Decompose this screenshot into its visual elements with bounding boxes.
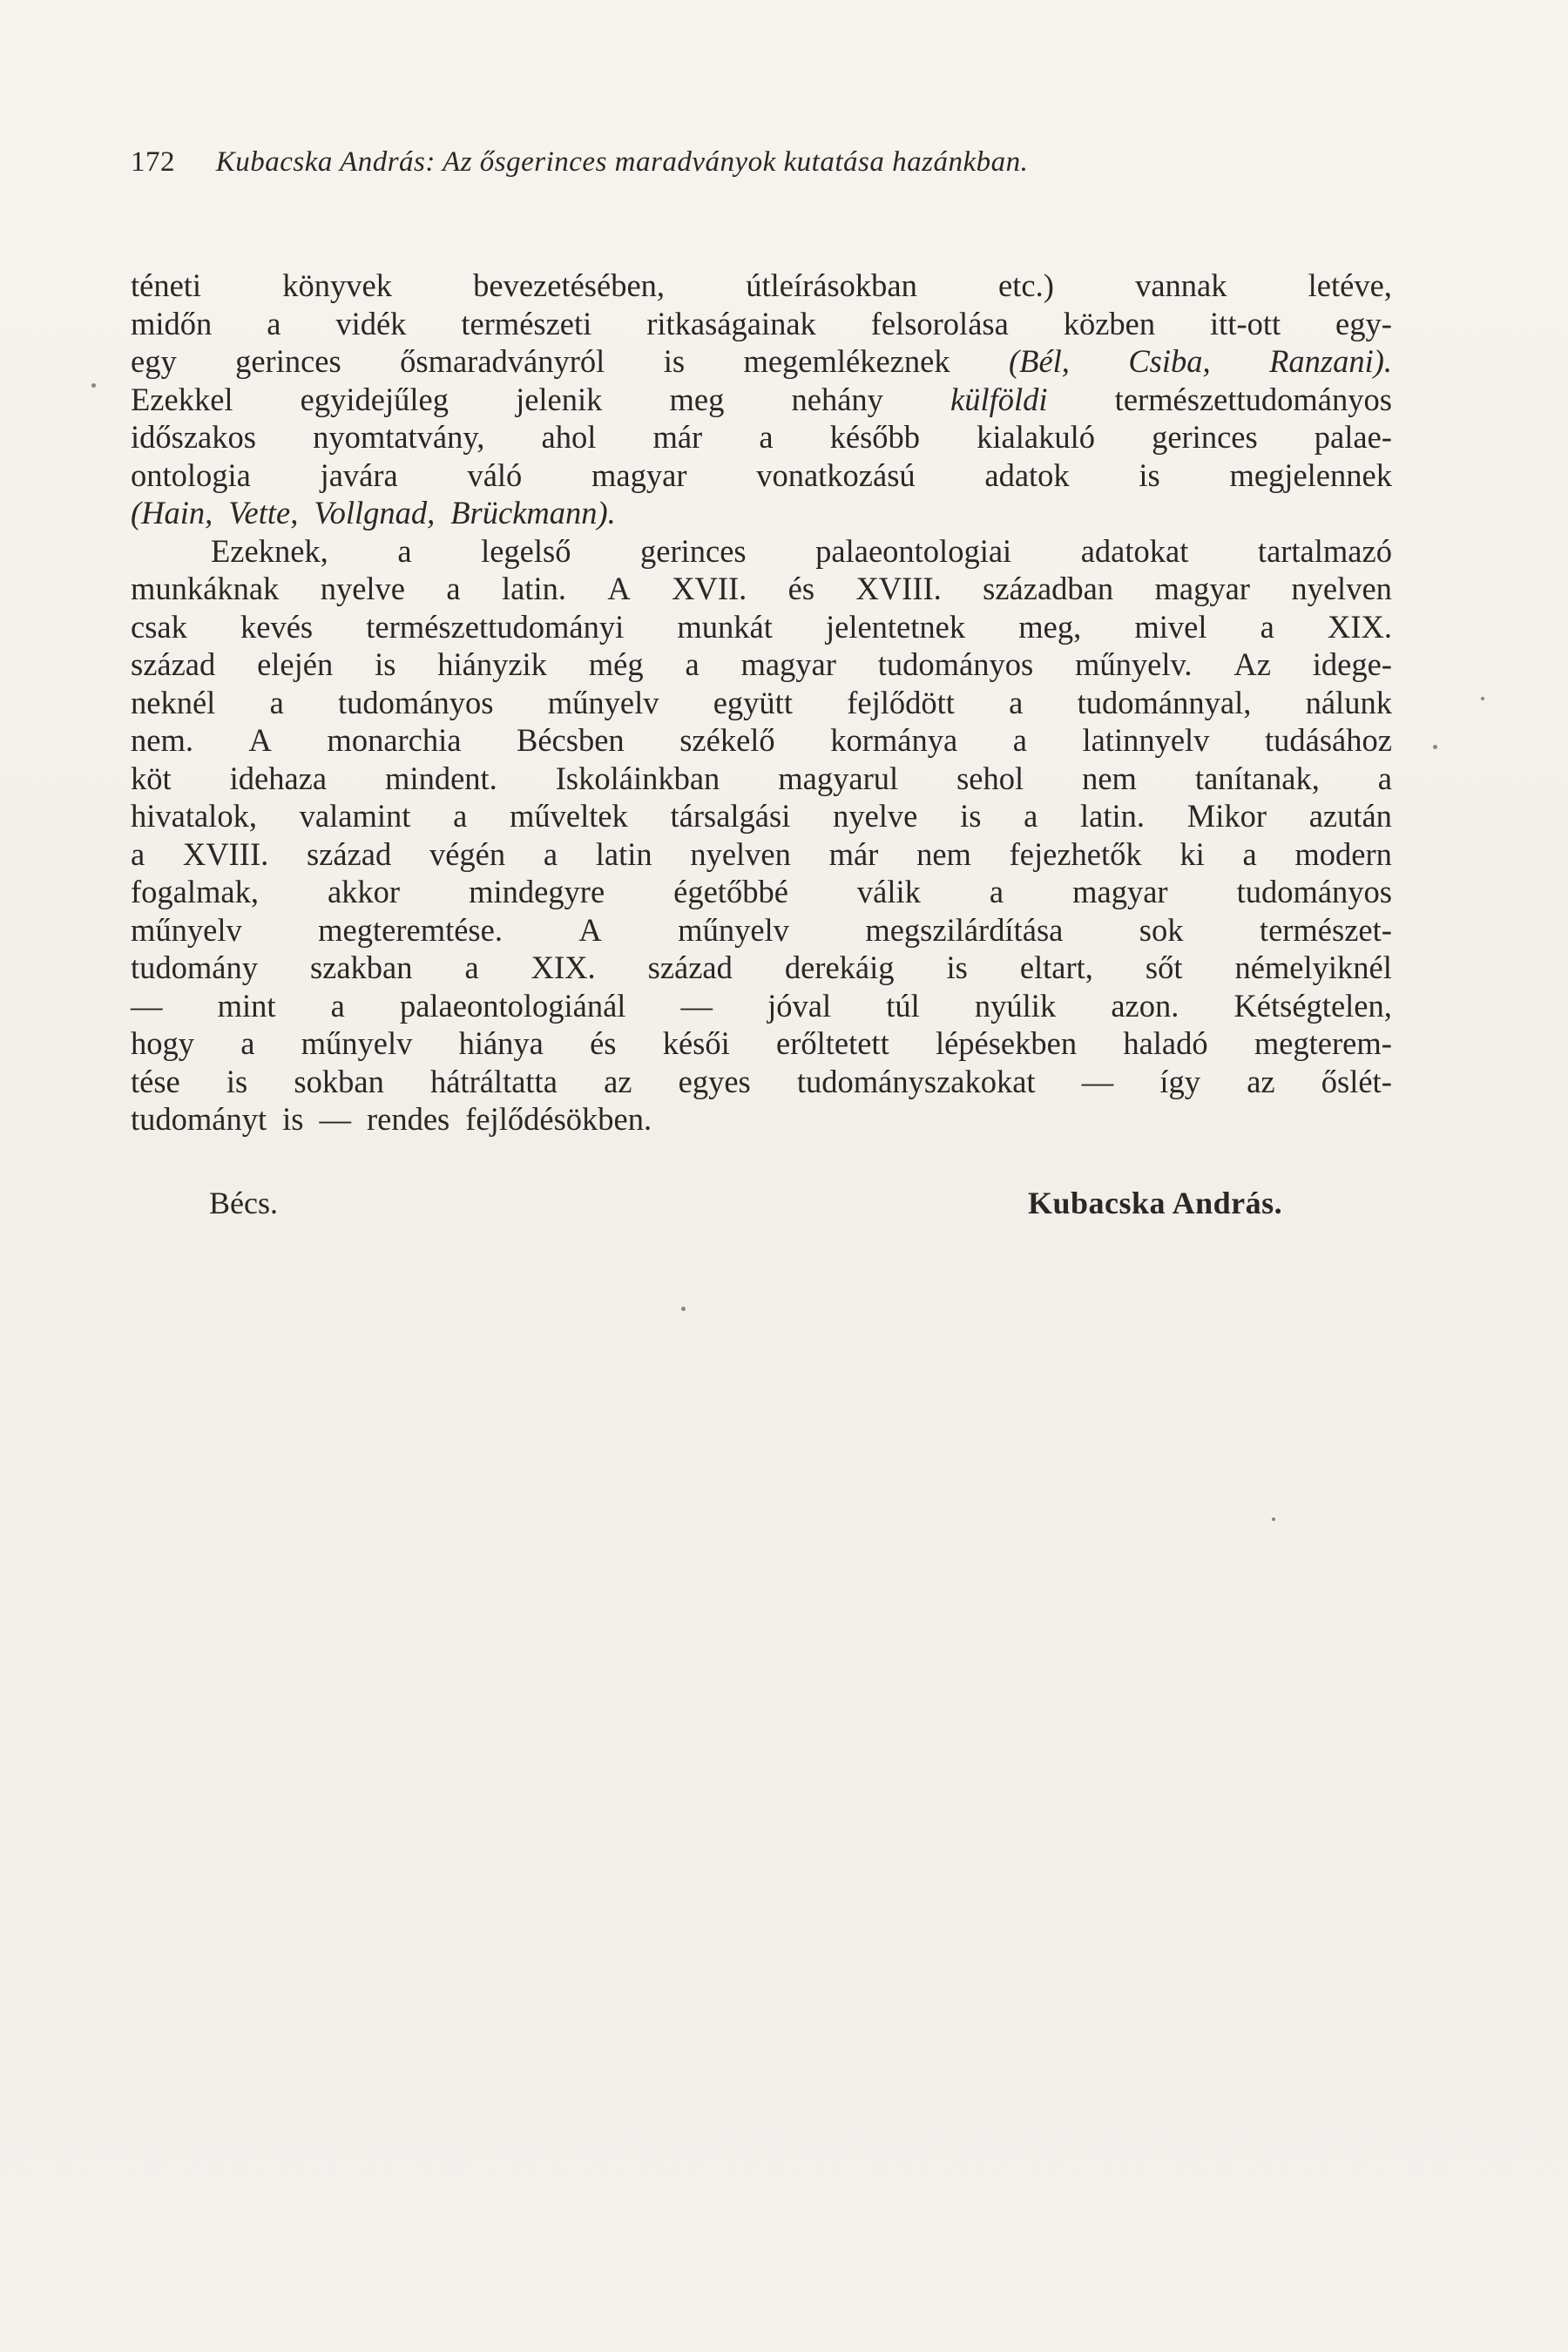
word: természeti <box>461 305 592 341</box>
word: természet- <box>1259 911 1392 948</box>
word: tudományos <box>1236 874 1392 909</box>
word: tudományszakokat <box>796 1063 1036 1099</box>
text-line <box>131 418 1392 456</box>
word: legelső <box>481 532 571 569</box>
print-speck <box>681 1307 686 1311</box>
word: elején <box>257 646 334 682</box>
word: palaeontologiai <box>815 532 1012 569</box>
word: a <box>397 532 412 569</box>
word: a <box>453 798 468 834</box>
word: is <box>960 798 982 834</box>
word: palaeontologiánál <box>399 987 626 1024</box>
word: A <box>578 911 602 948</box>
word: a <box>464 950 479 985</box>
word: jelenik <box>516 381 603 417</box>
word: meg <box>669 381 725 417</box>
text-line <box>131 608 1392 646</box>
word: modern <box>1294 835 1392 872</box>
text-line <box>131 267 1392 305</box>
word: lépésekben <box>935 1025 1078 1061</box>
text-line <box>131 911 1392 950</box>
word: letéve, <box>1308 267 1392 303</box>
word: rendes <box>366 1101 450 1137</box>
word: Ranzani). <box>1269 343 1392 379</box>
word: nyelven <box>1291 571 1392 606</box>
word: könyvek <box>282 267 392 303</box>
word: szakban <box>309 950 413 985</box>
word: tudomány <box>131 950 258 985</box>
body-text <box>131 267 1392 1139</box>
word: Az <box>1233 646 1271 682</box>
word: tanítanak, <box>1194 760 1320 796</box>
word: vidék <box>335 305 407 341</box>
word: köt <box>131 760 172 796</box>
word: egyes <box>678 1063 751 1099</box>
word: a <box>1260 608 1274 645</box>
word: útleírásokban <box>746 267 917 303</box>
word: és <box>590 1025 617 1061</box>
word: palae- <box>1314 419 1392 455</box>
text-line <box>131 645 1392 684</box>
word: Ezekkel <box>131 381 233 417</box>
word: Bécsben <box>517 722 625 758</box>
word: mivel <box>1134 608 1207 645</box>
word: a <box>131 835 145 872</box>
text-line <box>131 1100 1392 1139</box>
word: magyar <box>591 456 687 493</box>
word: eltart, <box>1019 950 1093 985</box>
word: nyomtatvány, <box>313 419 485 455</box>
word: a <box>1012 722 1027 758</box>
word: Vollgnad, <box>314 495 436 531</box>
word: kevés <box>240 608 314 645</box>
word: hogy <box>131 1025 194 1061</box>
word: A <box>248 722 272 758</box>
word: mint <box>217 987 276 1024</box>
word: a <box>330 987 345 1024</box>
text-line <box>131 570 1392 608</box>
word: fejezhetők <box>1009 835 1142 872</box>
word: így <box>1159 1063 1201 1099</box>
word: is <box>946 950 968 985</box>
word: tudásához <box>1264 722 1392 758</box>
text-line <box>131 1024 1392 1063</box>
word: már <box>828 835 879 872</box>
text-line <box>131 532 1392 571</box>
word: műnyelv <box>547 684 659 720</box>
signature-block <box>0 1185 1568 1237</box>
word: század <box>647 950 733 985</box>
word: század <box>306 835 392 872</box>
word: gerinces <box>640 532 747 569</box>
word: egy <box>131 343 177 379</box>
word: túl <box>886 987 920 1024</box>
word: adatokat <box>1080 532 1189 569</box>
word: égetőbbé <box>673 874 788 909</box>
word: idege- <box>1312 646 1392 682</box>
word: fejlődésökben. <box>465 1101 652 1137</box>
word: társalgási <box>670 798 791 834</box>
word: — <box>131 987 163 1024</box>
word: végén <box>429 835 506 872</box>
word: XVII. <box>672 571 747 606</box>
word: haladó <box>1123 1025 1208 1061</box>
word: derekáig <box>784 950 895 985</box>
word: XVIII. <box>182 835 269 872</box>
word: fogalmak, <box>131 874 259 909</box>
word: kialakuló <box>977 419 1095 455</box>
word: ki <box>1179 835 1205 872</box>
signature-author: Kubacska András. <box>1028 1186 1283 1220</box>
text-line <box>131 760 1392 798</box>
word: magyar <box>740 646 836 682</box>
word: megszilárdítása <box>865 911 1064 948</box>
word: erőltetett <box>776 1025 889 1061</box>
text-line <box>131 721 1392 760</box>
word: téneti <box>131 267 202 303</box>
word: a <box>267 305 281 341</box>
word: hiánya <box>458 1025 544 1061</box>
text-line <box>131 797 1392 835</box>
word: a <box>1024 798 1038 834</box>
word: együtt <box>713 684 793 720</box>
word: magyar <box>1154 571 1250 606</box>
word: neknél <box>131 684 216 720</box>
word: a <box>685 646 700 682</box>
word: adatok <box>984 456 1070 493</box>
word: nyúlik <box>974 987 1057 1024</box>
word: mindent. <box>385 760 497 796</box>
word: század <box>131 646 216 682</box>
word: ősmaradványról <box>400 343 605 379</box>
word: (Bél, <box>1009 343 1070 379</box>
word: azon. <box>1111 987 1179 1024</box>
word: latin. <box>501 571 566 606</box>
word: a <box>446 571 461 606</box>
word: — <box>1081 1063 1114 1099</box>
word: tartalmazó <box>1257 532 1392 569</box>
word: idehaza <box>229 760 328 796</box>
word: hátráltatta <box>429 1063 558 1099</box>
word: a <box>240 1025 255 1061</box>
word: jelentetnek <box>825 608 966 645</box>
word: kormánya <box>830 722 958 758</box>
word: munkáknak <box>131 571 280 606</box>
word: is <box>663 343 686 379</box>
word: egy- <box>1335 305 1392 341</box>
text-line <box>131 835 1392 874</box>
word: tése <box>131 1063 180 1099</box>
word: tudományt <box>131 1101 267 1137</box>
word: műnyelv. <box>1075 646 1193 682</box>
word: megterem- <box>1254 1025 1392 1061</box>
word: meg, <box>1018 608 1082 645</box>
word: sok <box>1139 911 1184 948</box>
print-speck <box>1433 745 1437 749</box>
word: Mikor <box>1186 798 1267 834</box>
word: válik <box>856 874 921 909</box>
word: sokban <box>294 1063 384 1099</box>
word: műnyelv <box>301 1025 413 1061</box>
word: székelő <box>679 722 775 758</box>
word: gerinces <box>235 343 341 379</box>
word: az <box>604 1063 632 1099</box>
word: — <box>680 987 713 1024</box>
word: Csiba, <box>1128 343 1211 379</box>
word: csak <box>131 608 187 645</box>
text-line <box>131 1063 1392 1101</box>
text-line <box>131 381 1392 419</box>
print-speck <box>91 383 96 388</box>
word: váló <box>467 456 523 493</box>
word: is <box>1139 456 1160 493</box>
word: és <box>787 571 815 606</box>
word: tudományos <box>877 646 1034 682</box>
word: megemlékeznek <box>743 343 950 379</box>
word: természettudományi <box>366 608 625 645</box>
word: itt-ott <box>1210 305 1281 341</box>
word: is <box>375 646 396 682</box>
word: időszakos <box>131 419 256 455</box>
word: — <box>319 1101 351 1137</box>
word: közben <box>1063 305 1156 341</box>
word: is <box>226 1063 248 1099</box>
word: a <box>543 835 558 872</box>
word: műveltek <box>509 798 628 834</box>
print-speck <box>1481 697 1484 700</box>
word: fejlődött <box>847 684 955 720</box>
word: nem <box>1082 760 1137 796</box>
text-line <box>131 873 1392 911</box>
word: XIX. <box>1327 608 1392 645</box>
word: latinnyelv <box>1082 722 1210 758</box>
word: monarchia <box>327 722 462 758</box>
word: a <box>1009 684 1024 720</box>
word: később <box>829 419 921 455</box>
word: nálunk <box>1305 684 1392 720</box>
word: ontologia <box>131 456 251 493</box>
word: gerinces <box>1152 419 1258 455</box>
word: a <box>269 684 284 720</box>
word: Iskoláinkban <box>555 760 720 796</box>
word: sehol <box>956 760 1024 796</box>
word: Vette, <box>228 495 299 531</box>
word: megjelennek <box>1229 456 1392 493</box>
word: nyelve <box>320 571 405 606</box>
word: késői <box>662 1025 730 1061</box>
word: azután <box>1308 798 1392 834</box>
word: műnyelv <box>678 911 789 948</box>
word: latin <box>595 835 652 872</box>
word: nyelve <box>833 798 918 834</box>
word: egyidejűleg <box>300 381 449 417</box>
word: Kétségtelen, <box>1233 987 1392 1024</box>
text-line <box>131 342 1392 381</box>
signature-place: Bécs. <box>209 1186 278 1220</box>
word: XVIII. <box>855 571 942 606</box>
word: etc.) <box>998 267 1054 303</box>
word: midőn <box>131 305 213 341</box>
word: nem. <box>131 722 193 758</box>
word: vannak <box>1135 267 1227 303</box>
word: ritkaságainak <box>646 305 816 341</box>
word: sőt <box>1145 950 1183 985</box>
word: a <box>989 874 1004 909</box>
word: hivatalok, <box>131 798 257 834</box>
word: valamint <box>299 798 411 834</box>
page-number: 172 <box>131 146 175 178</box>
word: már <box>652 419 703 455</box>
word: némelyiknél <box>1234 950 1392 985</box>
text-line <box>131 494 1392 532</box>
text-line <box>131 949 1392 987</box>
word: nyelven <box>690 835 791 872</box>
word: a <box>1377 760 1392 796</box>
running-header <box>131 146 1368 190</box>
text-line <box>131 684 1392 722</box>
word: vonatkozású <box>756 456 916 493</box>
word: nehány <box>791 381 883 417</box>
word: bevezetésében, <box>473 267 666 303</box>
word: Brückmann). <box>450 495 616 531</box>
word: magyarul <box>778 760 899 796</box>
word: Ezeknek, <box>211 532 328 569</box>
word: munkát <box>677 608 773 645</box>
word: felsorolása <box>870 305 1009 341</box>
word: az <box>1247 1063 1275 1099</box>
word: jóval <box>767 987 832 1024</box>
running-title: Kubacska András: Az ősgerinces maradványok kutatása hazánkban. <box>215 146 1029 178</box>
word: őslét- <box>1321 1063 1392 1099</box>
word: a <box>759 419 774 455</box>
word: hiányzik <box>437 646 547 682</box>
word: akkor <box>327 874 401 909</box>
print-speck <box>1272 1517 1275 1521</box>
word: tudományos <box>338 684 494 720</box>
text-line <box>131 987 1392 1025</box>
word: tudománnyal, <box>1077 684 1252 720</box>
word: megteremtése. <box>318 911 503 948</box>
word: ahol <box>541 419 597 455</box>
word: javára <box>320 456 398 493</box>
word: latin. <box>1080 798 1146 834</box>
word: században <box>983 571 1114 606</box>
word: nem <box>916 835 971 872</box>
word: a <box>1242 835 1257 872</box>
word: természettudományos <box>1114 381 1392 417</box>
word: külföldi <box>950 381 1048 417</box>
word: még <box>588 646 644 682</box>
text-line <box>131 456 1392 495</box>
word: magyar <box>1072 874 1168 909</box>
word: (Hain, <box>131 495 213 531</box>
text-line <box>131 305 1392 343</box>
word: mindegyre <box>469 874 605 909</box>
word: A <box>607 571 631 606</box>
word: is <box>282 1101 304 1137</box>
word: műnyelv <box>131 911 242 948</box>
word: XIX. <box>531 950 596 985</box>
